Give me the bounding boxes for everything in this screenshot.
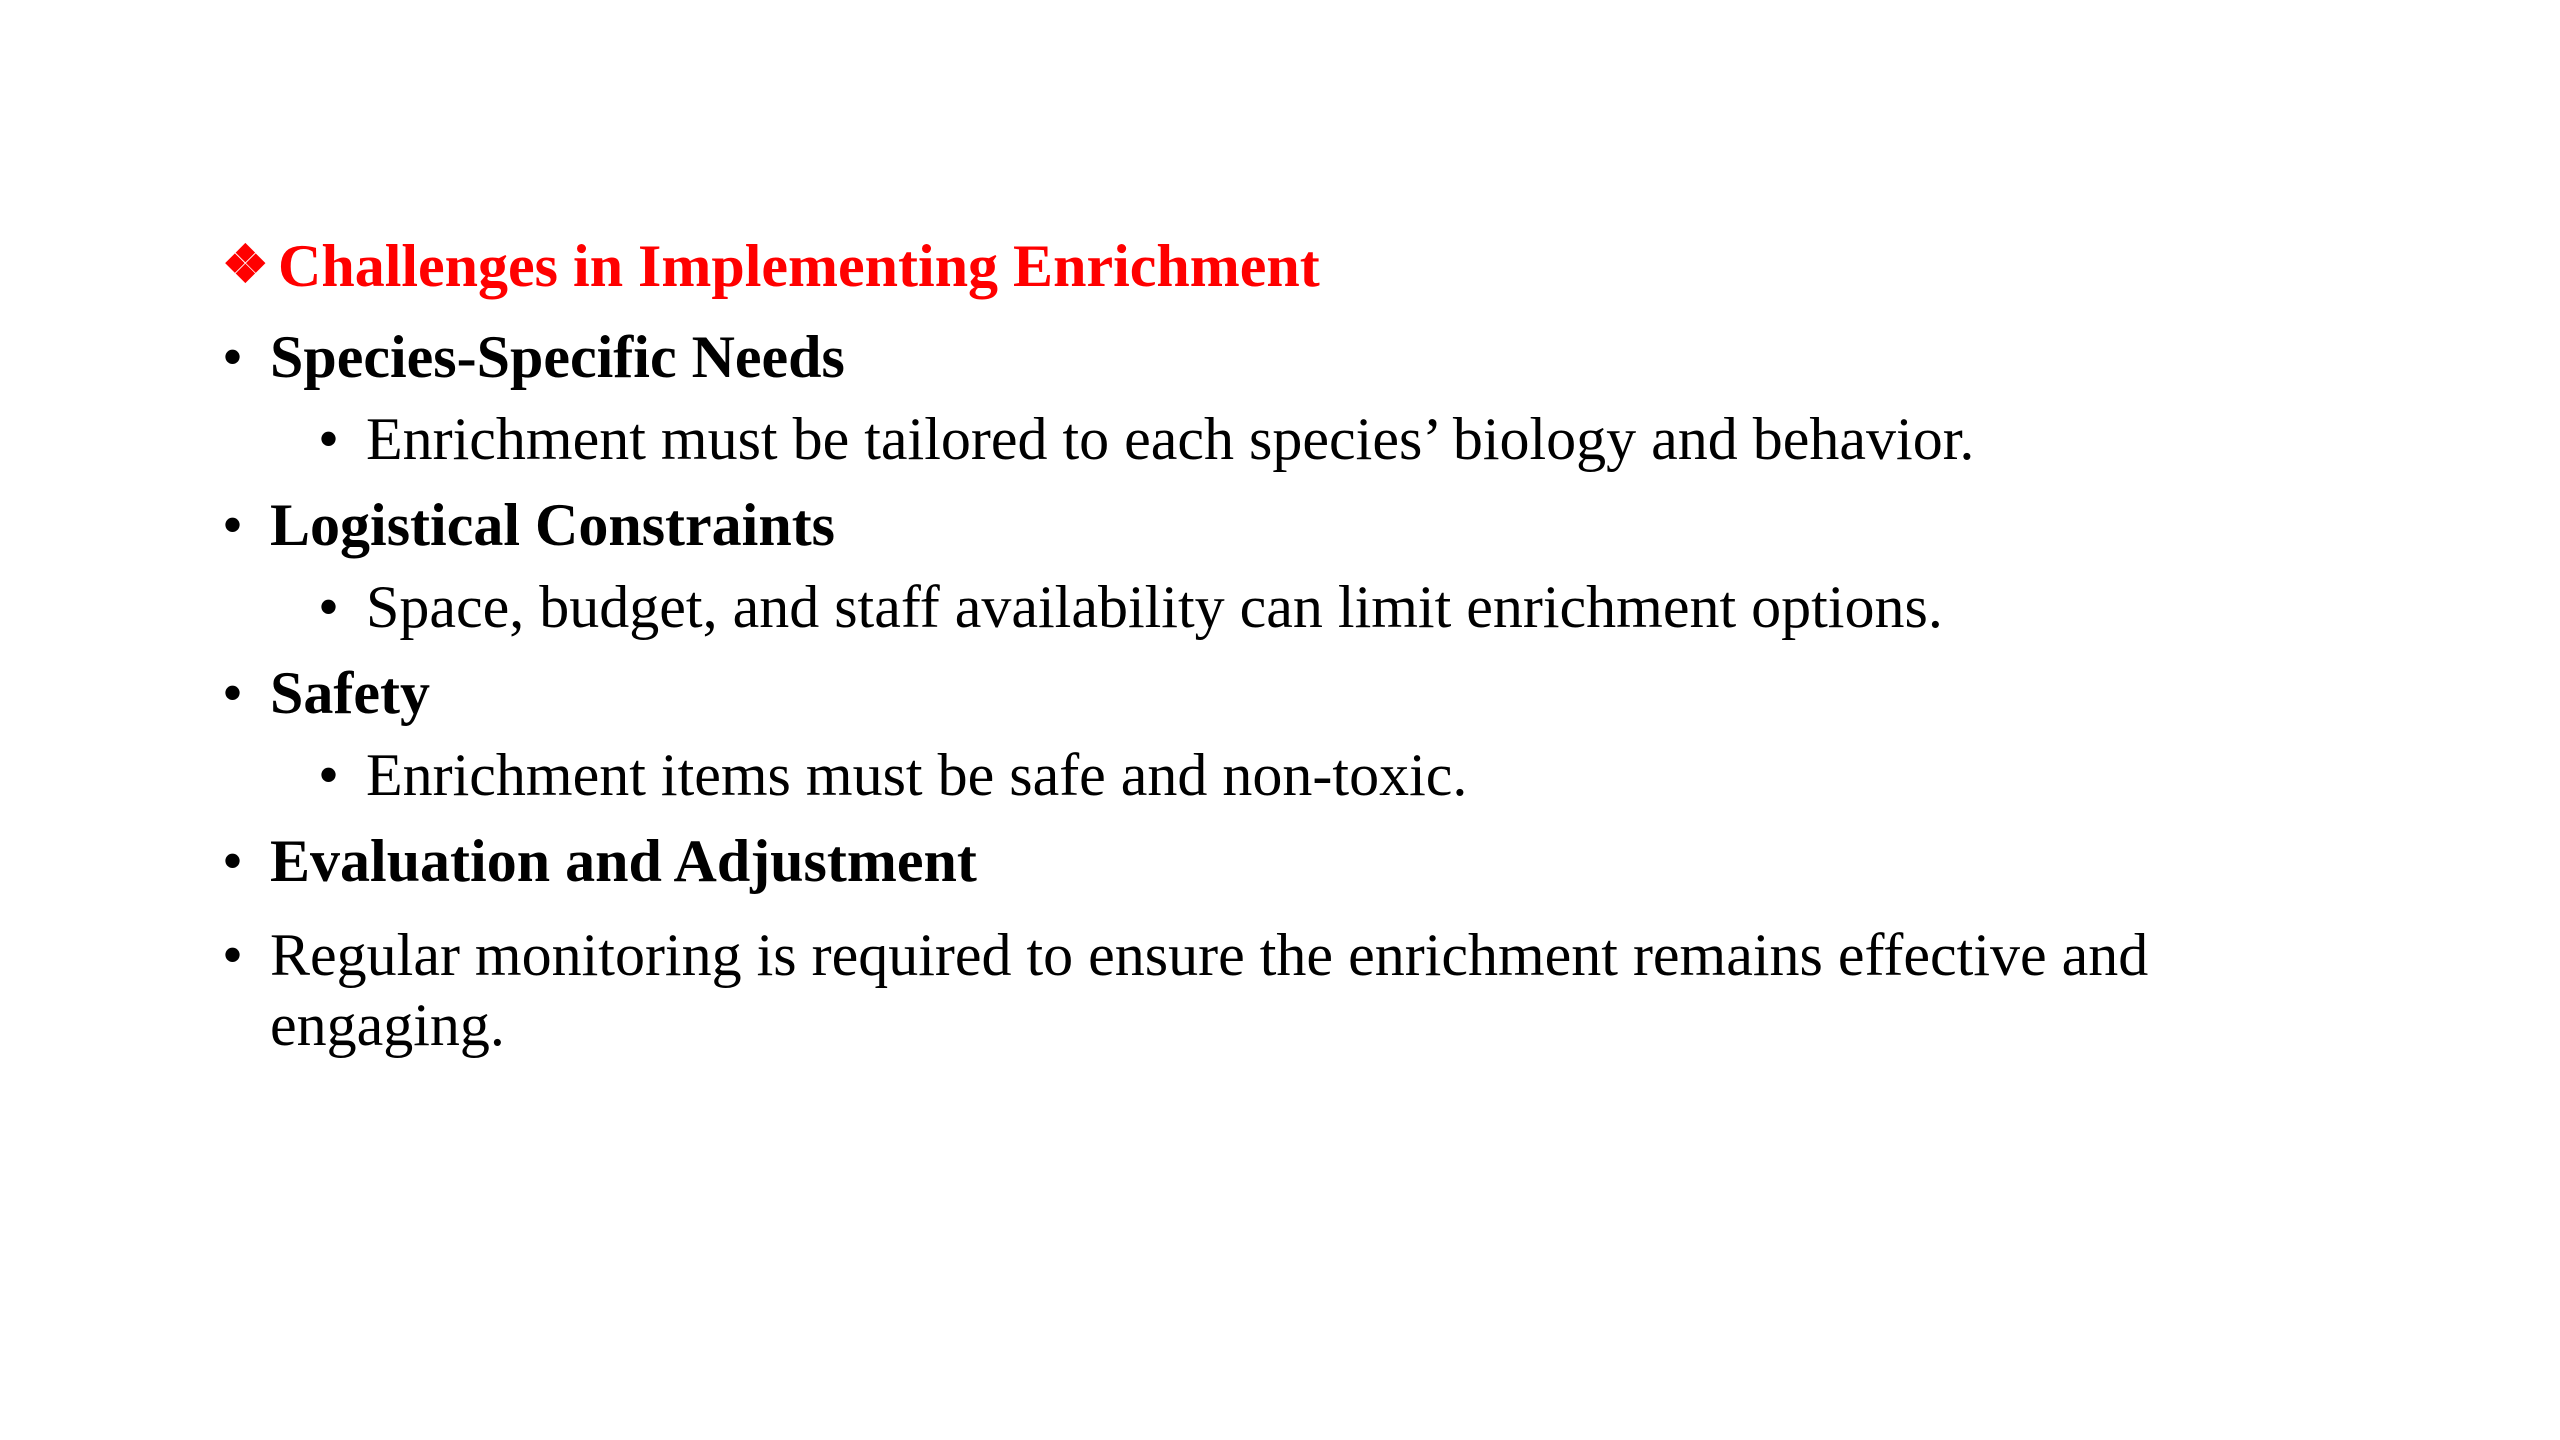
list-item-regular-monitoring — [222, 920, 2372, 1060]
bullet-icon: • — [222, 492, 244, 558]
bullet-icon: • — [222, 828, 244, 894]
list-item-species-specific-needs — [222, 322, 2372, 392]
list-item-label: Species-Specific Needs — [270, 324, 845, 390]
bullet-icon: • — [222, 324, 244, 390]
list-item-safety — [222, 658, 2372, 728]
list-item-text: Regular monitoring is required to ensure the enrichment remains effective and engaging. — [270, 922, 2149, 1058]
slide-heading — [222, 226, 2372, 306]
list-subitem — [318, 572, 2372, 642]
bullet-icon: • — [318, 574, 340, 640]
list-subitem — [318, 740, 2372, 810]
slide-content — [222, 226, 2372, 1060]
bullet-icon: • — [318, 742, 340, 808]
list-subitem-text: Enrichment items must be safe and non-toxic. — [366, 742, 1468, 808]
list-item-label: Evaluation and Adjustment — [270, 828, 977, 894]
list-item-evaluation-and-adjustment — [222, 826, 2372, 896]
bullet-icon: • — [318, 406, 340, 472]
list-subitem — [318, 404, 2372, 474]
list-subitem-text: Space, budget, and staff availability can limit enrichment options. — [366, 574, 1943, 640]
diamond-bullet-icon: ❖ — [222, 237, 269, 294]
heading-text: Challenges in Implementing Enrichment — [278, 233, 1320, 299]
list-subitem-text: Enrichment must be tailored to each species’ biology and behavior. — [366, 406, 1975, 472]
list-item-label: Safety — [270, 660, 430, 726]
list-item-logistical-constraints — [222, 490, 2372, 560]
bullet-icon: • — [222, 922, 244, 988]
list-item-label: Logistical Constraints — [270, 492, 836, 558]
bullet-icon: • — [222, 660, 244, 726]
